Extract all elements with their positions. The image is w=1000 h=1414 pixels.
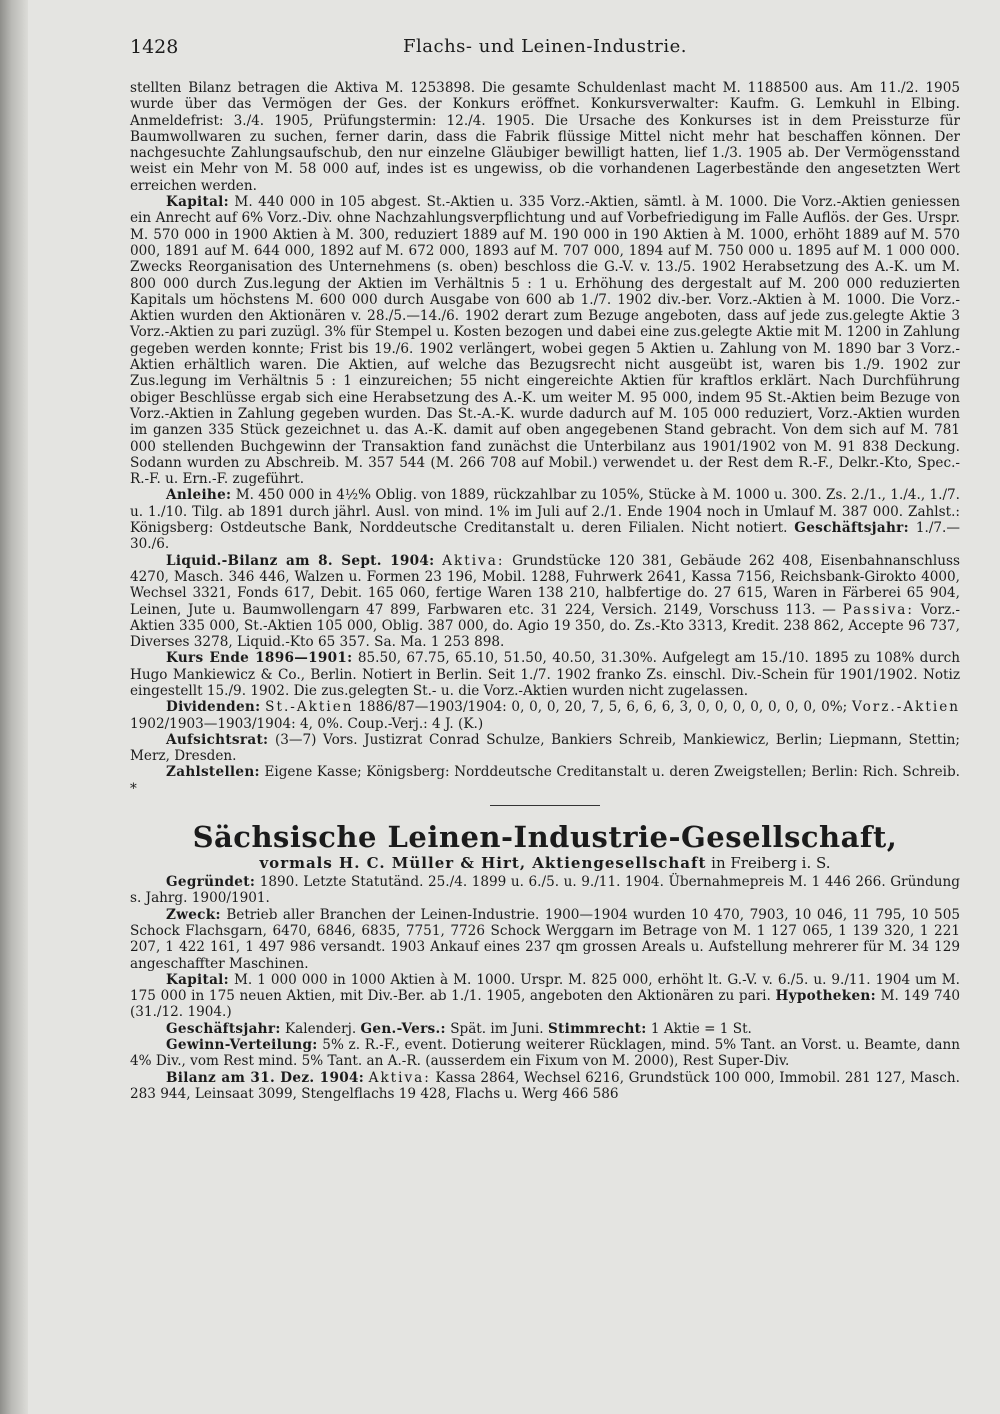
company-title: Sächsische Leinen-Industrie-Gesellschaft, [192,820,898,855]
company-subtitle-bold: vormals H. C. Müller & Hirt, Aktiengesellschaft [259,854,707,873]
binding-gutter [0,0,28,1414]
hypotheken-text: M. 149 740 (31./12. 1904.) [130,988,961,1021]
company-subtitle [130,854,960,872]
anleihe-text: M. 450 000 in 4½% Oblig. von 1889, rückzahlbar zu 105%, Stücke à M. 1000 u. 300. Zs. 2./1., 1./4., 1./7. u. 1./10. Tilg. ab 1891 durch jährl. Ausl. von mind. 1% im Juli auf 2./1. Ende 1904 noch in Umlauf M. 387 000. Zahlst.: Königsberg: Ostdeutsche Bank, Norddeutsche Creditanstalt u. deren Filialen. Nicht notiert. [130,487,960,537]
dividenden-paragraph [130,699,960,732]
aufsichtsrat-text: (3—7) Vors. Justizrat Conrad Schulze, Bankiers Schreib, Mankiewicz, Berlin; Liepmann, Stettin; Merz, Dresden. [130,731,960,765]
geschaeftsjahr2-text: Kalenderj. [284,1020,357,1037]
aufsichtsrat-label: Aufsichtsrat: [166,731,269,748]
dividenden-label: Dividenden: [166,699,261,716]
aktiva2-text: Kassa 2864, Wechsel 6216, Grundstück 100 000, Immobil. 281 127, Masch. 283 944, Leinsaat 3099, Stengelflachs 19 428, Flachs u. Werg 466 586 [130,1069,960,1102]
kapital2-label: Kapital: [166,971,229,988]
geschaeftsjahr-label: Geschäftsjahr: [794,520,909,537]
kapital-text: M. 440 000 in 105 abgest. St.-Aktien u. 335 Vorz.-Aktien, sämtl. à M. 1000. Die Vorz.-Aktien geniessen ein Anrecht auf 6% Vorz.-Div. ohne Nachzahlungsverpflichtung und auf Vorbefriedigung im Falle Auflös. der Ges. Urspr. M. 570 000 in 1900 Aktien à M. 300, reduziert 1889 auf M. 190 000 in 190 Aktien à M. 1000, erhöht 1889 auf M. 570 000, 1891 auf M. 644 000, 1892 auf M. 672 000, 1893 auf M. 707 000, 1894 auf M. 750 000 u. 1895 auf M. 1 000 000. Zwecks Reorganisation des Unternehmens (s. oben) beschloss die G.-V. v. 13./5. 1902 Herabsetzung des A.-K. um M. 800 000 durch Zus.legung der Aktien im Verhältnis 5 : 1 u. Erhöhung des dergestalt auf M. 200 000 reduzierten Kapitals um höchstens M. 600 000 durch Ausgabe von 600 ab 1./7. 1902 div.-ber. Vorz.-Aktien à M. 1000. Die Vorz.-Aktien wurden den Aktionären v. 28./5.—14./6. 1902 derart zum Bezuge angeboten, dass auf jede zus.gelegte Aktie 3 Vorz.-Aktien zu pari zuzügl. 3% für Stempel u. Kosten bezogen und dabei eine zus.gelegte Aktie mit M. 1200 in Zahlung gegeben werden konnte; Frist bis 19./6. 1902 verlängert, wobei gegen 5 Aktien u. Zahlung von M. 1890 bar 3 Vorz.-Aktien erhältlich waren. Die Aktien, auf welche das Bezugsrecht nicht ausgeübt ist, waren bis 1./9. 1902 zur Zus.legung im Verhältnis 5 : 1 einzureichen; 55 nicht eingereichte Aktien für kraftlos erklärt. Nach Durchführung obiger Beschlüsse ergab sich eine Herabsetzung des A.-K. um weiter M. 95 000, indem 95 St.-Aktien beim Bezuge von Vorz.-Aktien in Zahlung gegeben wurden. Das St.-A.-K. wurde dadurch auf M. 105 000 reduziert, Vorz.-Aktien wurden im ganzen 335 Stück gezeichnet u. das A.-K. damit auf oben angegebenen Stand gebracht. Von dem sich auf M. 781 000 stellenden Buchgewinn der Transaktion fand zunächst die Unterbilanz aus 1901/1902 von M. 91 838 Deckung. Sodann wurden zu Abschreib. M. 357 544 (M. 266 708 auf Mobil.) verwendet u. der Rest dem R.-F., Delkr.-Kto, Spec.-R.-F. u. Ern.-F. zugeführt. [130,194,960,488]
anleihe-label: Anleihe: [166,487,232,504]
gewinn-paragraph [130,1037,960,1070]
page-body [130,80,960,1102]
gewinn-label: Gewinn-Verteilung: [166,1037,318,1054]
kapital-paragraph [130,194,960,487]
dividenden-st-label: St.-Aktien [265,699,354,716]
dividenden-st-text: 1886/87—1903/1904: 0, 0, 0, 20, 7, 5, 6, 6, 6, 3, 0, 0, 0, 0, 0, 0, 0, 0%; [358,699,848,716]
bilanz-paragraph [130,553,960,651]
intro-text: stellten Bilanz betragen die Aktiva M. 1253898. Die gesamte Schuldenlast macht M. 1188500 aus. Am 11./2. 1905 wurde über das Vermögen der Ges. der Konkurs eröffnet. Konkursverwalter: Kaufm. G. Lemkuhl in Elbing. Anmeldefrist: 3./4. 1905, Prüfungstermin: 12./4. 1905. Die Ursache des Konkurses ist in dem Preissturze für Baumwollwaren zu suchen, ferner darin, dass die Fabrik flüssige Mittel nicht mehr hat beschaffen können. Der nachgesuchte Zahlungsaufschub, den nur einzelne Gläubiger bewilligt hatten, lief 1./3. 1905 ab. Der Vermögensstand weist ein Mehr von M. 58 000 auf, indes ist es ungewiss, ob die vorhandenen Lagerbestände den angesetzten Wert erreichen werden. [130,80,960,194]
aktiva-text: Grundstücke 120 381, Gebäude 262 408, Eisenbahnanschluss 4270, Masch. 346 446, Walzen u. Formen 23 196, Mobil. 1288, Fuhrwerk 2641, Kassa 7156, Reichsbank-Girokto 4000, Wechsel 3321, Fonds 617, Debit. 165 060, fertige Waren 138 210, halbfertige do. 27 615, Waren in Färberei 65 904, Leinen, Jute u. Baumwollengarn 47 899, Farbwaren etc. 31 224, Versich. 2149, Vorschuss 113. — [130,552,960,618]
anleihe-paragraph [130,487,960,552]
zweck-paragraph [130,907,960,972]
aktiva-label: Aktiva: [442,552,505,569]
bilanz-label: Liquid.-Bilanz am 8. Sept. 1904: [166,552,435,569]
dividenden-vorz-text: 1902/1903—1903/1904: 4, 0%. Coup.-Verj.: 4 J. (K.) [130,715,484,732]
stimmrecht-label: Stimmrecht: [547,1020,647,1037]
gegruendet-paragraph [130,874,960,907]
geschaeftsjahr2-label: Geschäftsjahr: [166,1020,281,1037]
page-number: 1428 [130,36,179,58]
geschaeftsjahr-text: 1./7.—30./6. [130,520,960,553]
bilanz2-paragraph [130,1070,960,1103]
zweck-text: Betrieb aller Branchen der Leinen-Industrie. 1900—1904 wurden 10 470, 7903, 10 046, 11 795, 10 505 Schock Flachsgarn, 6470, 6846, 6835, 7751, 7726 Schock Werggarn im Betrage von M. 1 127 065, 1 139 320, 1 221 207, 1 422 161, 1 497 986 versandt. 1903 Ankauf eines 237 qm grossen Areals u. Aufstellung mehrerer für M. 34 129 angeschaffter Maschinen. [130,906,960,972]
kurs-text: 85.50, 67.75, 65.10, 51.50, 40.50, 31.30%. Aufgelegt am 15./10. 1895 zu 108% durch Hugo Mankiewicz & Co., Berlin. Notiert in Berlin. Seit 1./7. 1902 franko Zs. einschl. Div.-Schein für 1901/1902. Notiz eingestellt 15./9. 1902. Die zus.gelegten St.- u. die Vorz.-Aktien wurden nicht zugelassen. [130,650,960,699]
kurs-label: Kurs Ende 1896—1901: [166,650,353,667]
zahlstellen-text: Eigene Kasse; Königsberg: Norddeutsche Creditanstalt u. deren Zweigstellen; Berlin: Rich. Schreib. * [130,764,960,797]
gegruendet-label: Gegründet: [166,874,256,891]
intro-paragraph [130,80,960,194]
page-header [130,36,960,60]
genvers-label: Gen.-Vers.: [360,1020,446,1037]
gewinn-text: 5% z. R.-F., event. Dotierung weiterer Rücklagen, mind. 5% Tant. an Vorst. u. Beamte, dann 4% Div., vom Rest mind. 5% Tant. an A.-R. (ausserdem ein Fixum von M. 2000), Rest Super-Div. [130,1037,960,1070]
zahlstellen-label: Zahlstellen: [166,764,260,781]
zweck-label: Zweck: [166,906,221,923]
passiva-label: Passiva: [842,601,914,618]
kapital2-text: M. 1 000 000 in 1000 Aktien à M. 1000. Urspr. M. 825 000, erhöht lt. G.-V. v. 6./5. u. 9./11. 1904 um M. 175 000 in 175 neuen Aktien, mit Div.-Ber. ab 1./1. 1905, angeboten den Aktionären zu pari. [130,971,960,1005]
passiva-text: Vorz.-Aktien 335 000, St.-Aktien 105 000, Oblig. 387 000, do. Agio 19 350, do. Zs.-Kto 3313, Kredit. 238 862, Accepte 96 737, Diverses 3278, Liquid.-Kto 65 357. Sa. Ma. 1 253 898. [130,601,961,651]
geschaeftsjahr2-paragraph [130,1021,960,1037]
kapital2-paragraph [130,972,960,1021]
aktiva2-label: Aktiva: [368,1069,431,1086]
hypotheken-label: Hypotheken: [775,988,876,1005]
gegruendet-text: 1890. Letzte Statutänd. 25./4. 1899 u. 6./5. u. 9./11. 1904. Übernahmepreis M. 1 446 266. Gründung s. Jahrg. 1900/1901. [130,874,960,907]
stimmrecht-text: 1 Aktie = 1 St. [650,1020,752,1037]
kurs-paragraph [130,650,960,699]
genvers-text: Spät. im Juni. [450,1020,544,1037]
dividenden-vorz-label: Vorz.-Aktien [852,699,961,716]
bilanz2-label: Bilanz am 31. Dez. 1904: [166,1069,365,1086]
running-head: Flachs- und Leinen-Industrie. [403,36,687,57]
company-subtitle-rest: in Freiberg i. S. [711,854,831,873]
section-divider [490,805,600,806]
zahlstellen-paragraph [130,764,960,797]
aufsichtsrat-paragraph [130,732,960,765]
kapital-label: Kapital: [166,194,229,211]
